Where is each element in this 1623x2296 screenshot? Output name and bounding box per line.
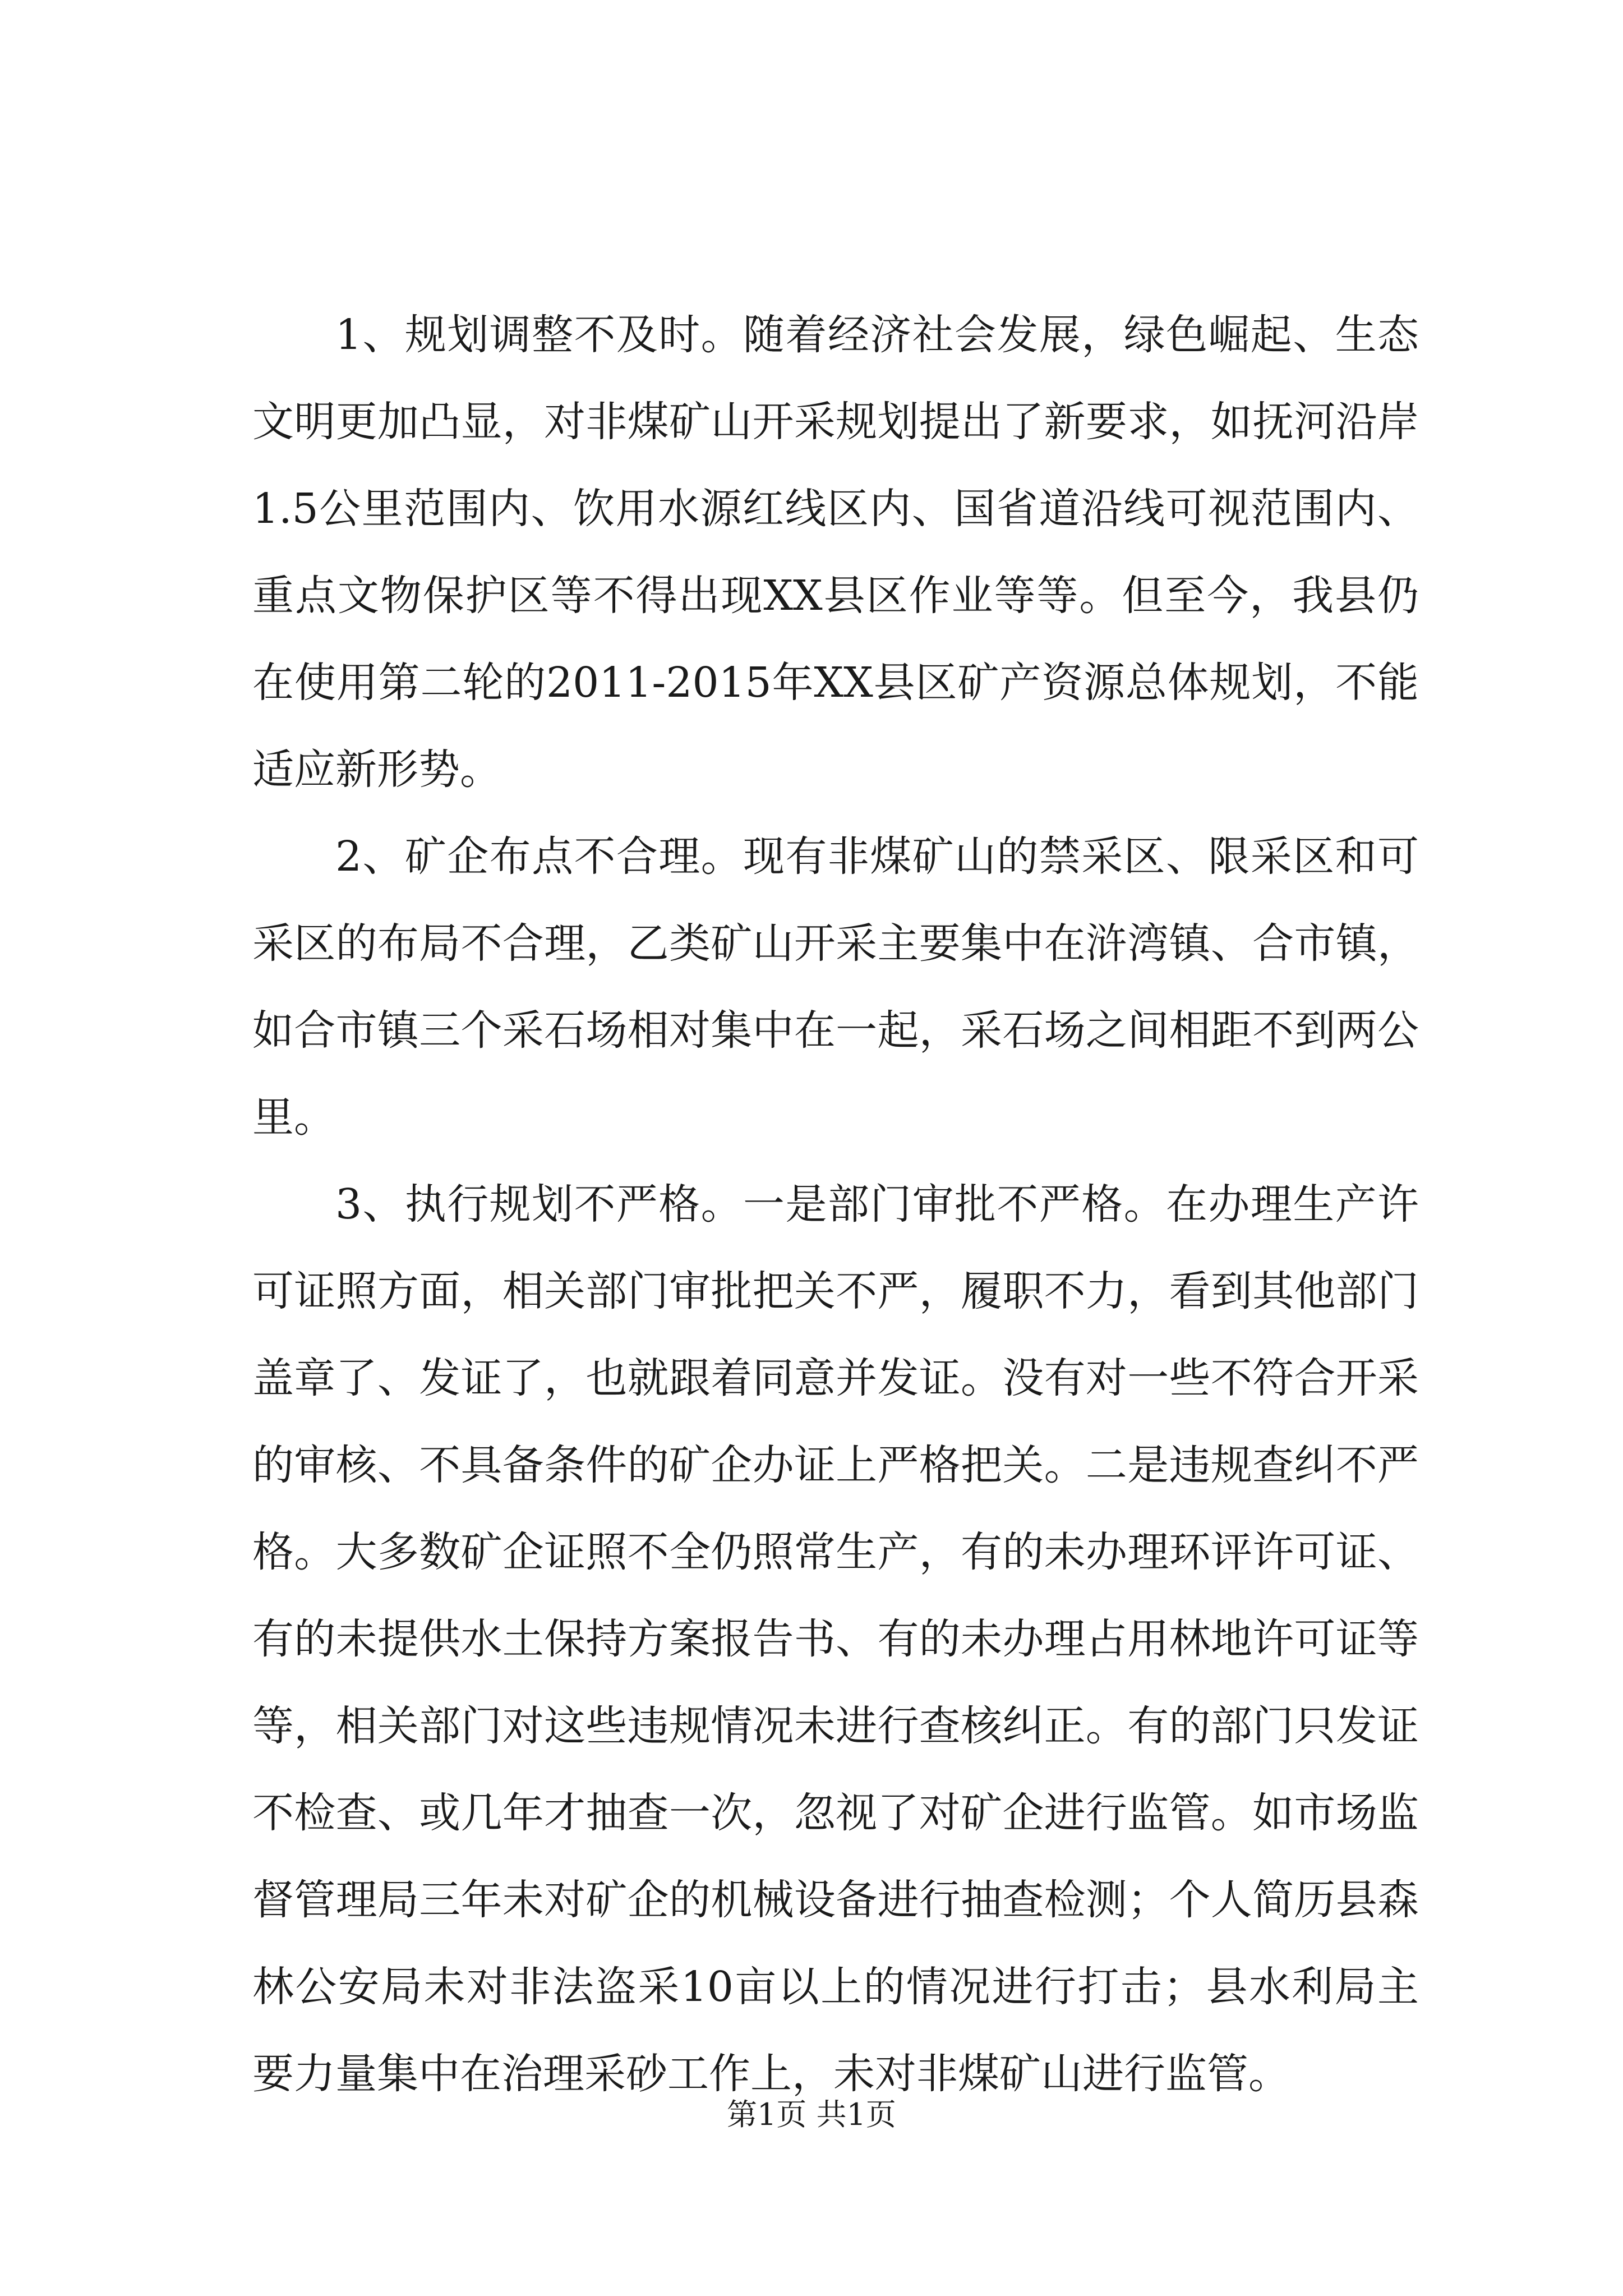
paragraph-planning-adjustment: 1、规划调整不及时。随着经济社会发展，绿色崛起、生态文明更加凸显，对非煤矿山开采规划提出了新要求，如抚河沿岸1.5公里范围内、饮用水源红线区内、国省道沿线可视范围内、重点文物保护区等不得出现XX县区作业等等。但至今，我县仍在使用第二轮的2011-2015年XX县区矿产资源总体规划，不能适应新形势。 <box>252 311 1419 794</box>
page-footer: 第1页 共1页 <box>727 2097 896 2132</box>
paragraph-mine-layout: 2、矿企布点不合理。现有非煤矿山的禁采区、限采区和可采区的布局不合理，乙类矿山开采主要集中在浒湾镇、合市镇，如合市镇三个采石场相对集中在一起，采石场之间相距不到两公里。 <box>252 832 1419 1142</box>
paragraph-plan-enforcement: 3、执行规划不严格。一是部门审批不严格。在办理生产许可证照方面，相关部门审批把关不严，履职不力，看到其他部门盖章了、发证了，也就跟着同意并发证。没有对一些不符合开采的审核、不具备条件的矿企办证上严格把关。二是违规查纠不严格。大多数矿企证照不全仍照常生产，有的未办理环评许可证、有的未提供水土保持方案报告书、有的未办理占用林地许可证等等，相关部门对这些违规情况未进行查核纠正。有的部门只发证不检查、或几年才抽查一次，忽视了对矿企进行监管。如市场监督管理局三年未对矿企的机械设备进行抽查检测；个人简历县森林公安局未对非法盗采10亩以上的情况进行打击；县水利局主要力量集中在治理采砂工作上，未对非煤矿山进行监管。 <box>252 1180 1419 2098</box>
document-body <box>252 292 1419 2118</box>
